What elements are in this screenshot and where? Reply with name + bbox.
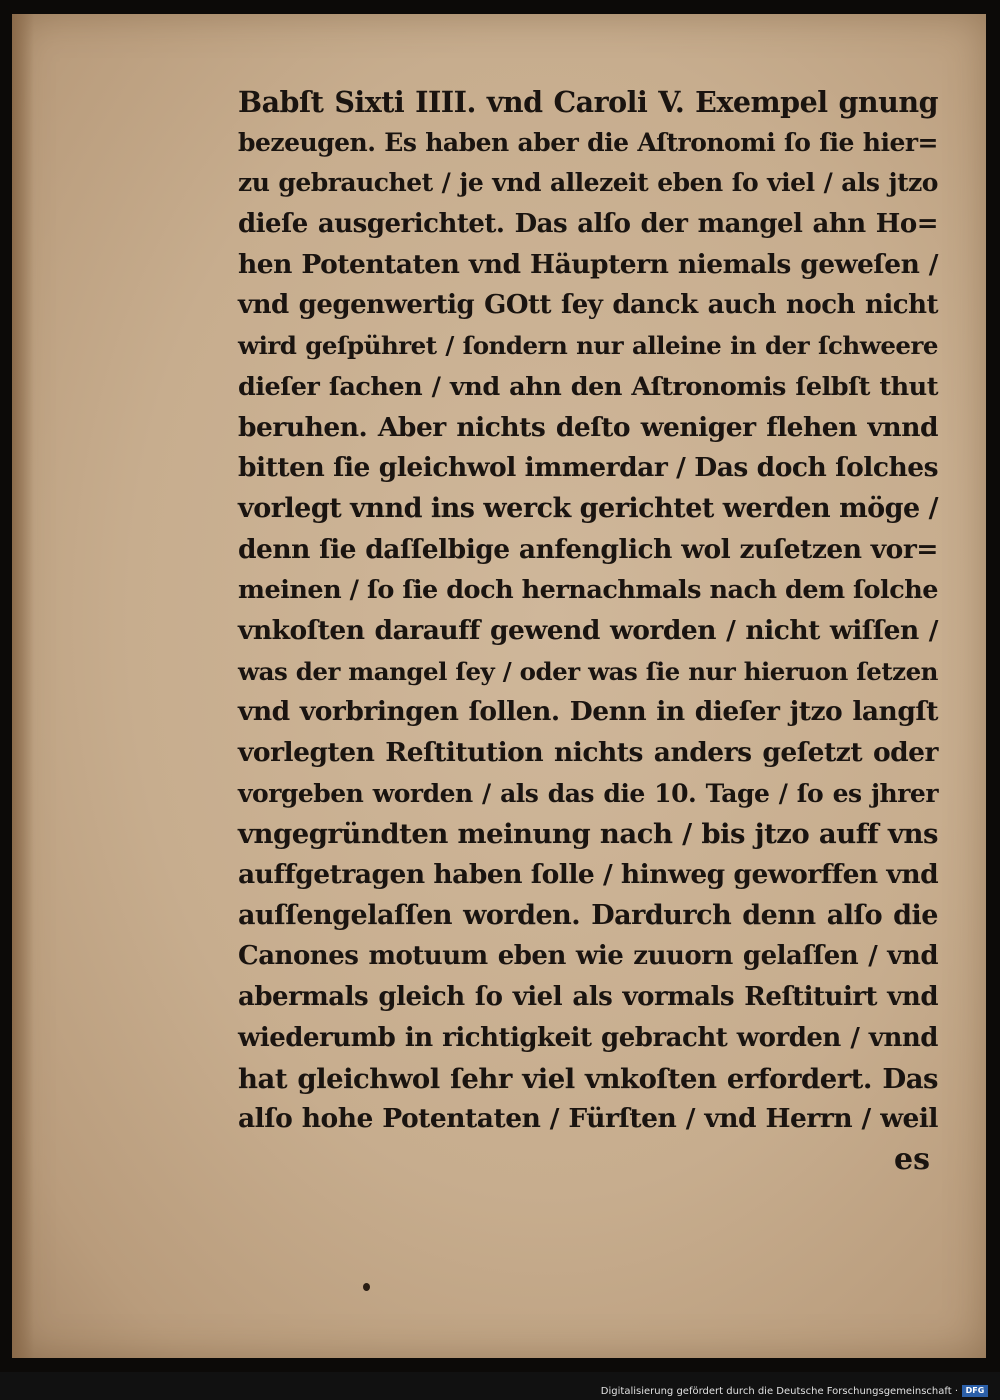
page-gutter-shadow	[12, 14, 34, 1358]
text-line: vnd gegenwertig GOtt ſey danck auch noch nicht	[238, 290, 938, 321]
text-line: vorlegten Reſtitution nichts anders geſetzt oder	[238, 737, 938, 768]
text-line: vorgeben worden / als das die 10. Tage / ſo es jhrer	[238, 778, 938, 808]
text-line: denn ſie daſſelbige anfenglich wol zuſetzen vor=	[238, 533, 938, 565]
text-line: hat gleichwol ſehr viel vnkoſten erfordert. Das	[238, 1062, 938, 1095]
text-line: abermals gleich ſo viel als vormals Reſtituirt vnd	[238, 982, 938, 1013]
text-line: meinen / ſo ſie doch hernachmals nach dem ſolche	[238, 575, 938, 606]
text-line: Babſt Sixti IIII. vnd Caroli V. Exempel gnung	[238, 85, 938, 119]
text-line: bitten ſie gleichwol immerdar / Das doch ſolches	[238, 452, 938, 484]
text-line: dieſer ſachen / vnd ahn den Aſtronomis ſelbſt thut	[238, 371, 938, 402]
text-line: vngegründten meinung nach / bis jtzo auff vns	[238, 818, 938, 851]
text-line: Canones motuum eben wie zuuorn gelaſſen / vnd	[238, 941, 938, 972]
dfg-logo: DFG	[962, 1385, 988, 1397]
text-line: alſo hohe Potentaten / Fürſten / vnd Herrn / weil	[238, 1103, 938, 1135]
text-line: vorlegt vnnd ins werck gerichtet werden möge /	[238, 492, 938, 524]
funding-credit: Digitalisierung gefördert durch die Deutsche Forschungsgemeinschaft ·	[600, 1386, 958, 1397]
text-line: wiederumb in richtigkeit gebracht worden / vnnd	[238, 1022, 938, 1053]
text-line: vnd vorbringen ſollen. Denn in dieſer jtzo langſt	[238, 696, 938, 728]
text-line: vnkoſten darauff gewend worden / nicht wiſſen /	[238, 614, 938, 646]
text-line: dieſe ausgerichtet. Das alſo der mangel ahn Ho=	[238, 209, 938, 240]
text-line: wird geſpühret / ſondern nur alleine in der ſchweere	[238, 331, 938, 361]
text-line: auffgetragen haben ſolle / hinweg geworffen vnd	[238, 859, 939, 891]
text-line: bezeugen. Es haben aber die Aſtronomi ſo ſie hier=	[238, 127, 938, 157]
text-line: beruhen. Aber nichts deſto weniger flehen vnnd	[238, 411, 938, 443]
text-line: hen Potentaten vnd Häuptern niemals geweſen /	[238, 248, 938, 280]
text-line: was der mangel ſey / oder was ſie nur hieruon ſetzen	[238, 656, 938, 686]
ink-spot	[363, 1283, 370, 1291]
text-line: auſſengelaſſen worden. Dardurch denn alſo die	[238, 899, 938, 931]
text-line: zu gebrauchet / je vnd allezeit eben ſo viel / als jtzo	[238, 168, 938, 198]
body-text	[238, 82, 938, 1180]
catchword: es	[894, 1141, 930, 1177]
